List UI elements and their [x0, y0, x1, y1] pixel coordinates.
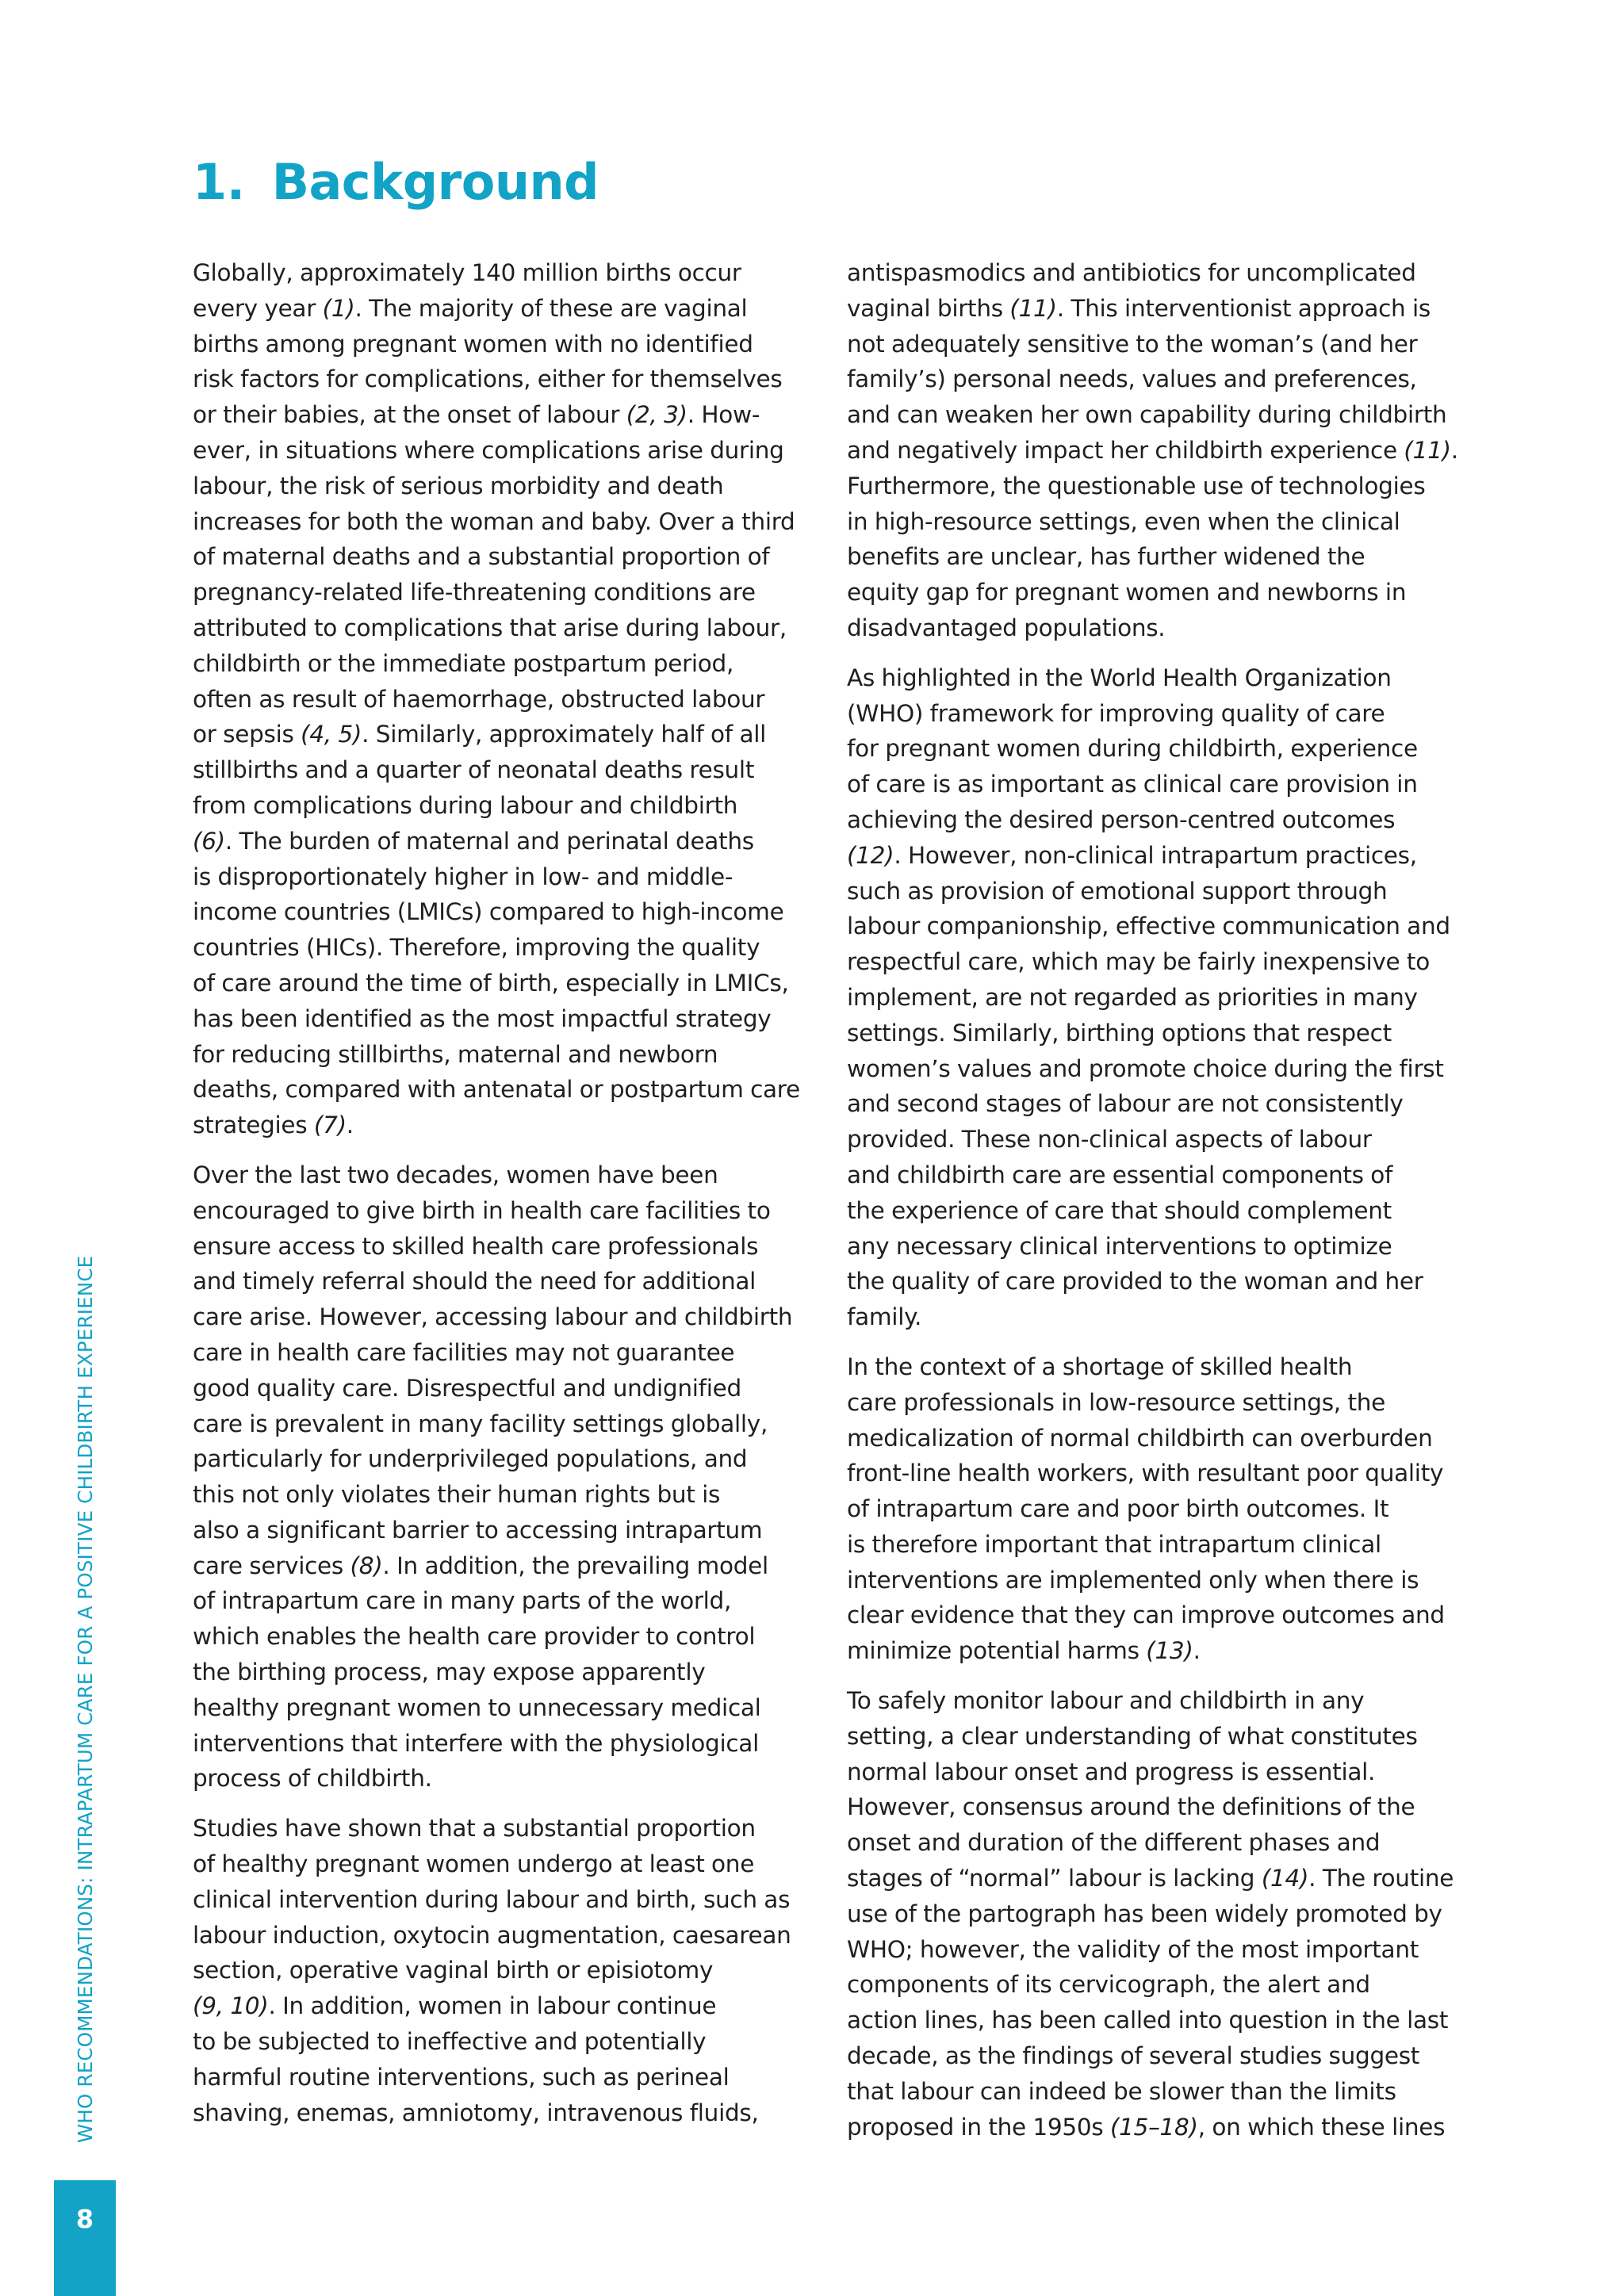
text-line: and negatively impact her childbirth experience (11).: [847, 436, 1458, 464]
text-line: decade, as the findings of several studies suggest: [847, 2042, 1420, 2070]
page-title: [193, 143, 599, 222]
text-line: minimize potential harms (13).: [847, 1637, 1201, 1665]
text-line: deaths, compared with antenatal or postpartum care: [193, 1076, 800, 1104]
text-line: of healthy pregnant women undergo at least one: [193, 1850, 755, 1878]
text-line: ensure access to skilled health care professionals: [193, 1232, 759, 1260]
text-line: attributed to complications that arise during labour,: [193, 614, 787, 641]
text-line: As highlighted in the World Health Organization: [847, 664, 1392, 691]
side-running-title: WHO RECOMMENDATIONS: INTRAPARTUM CARE FOR A POSITIVE CHILDBIRTH EXPERIENCE: [74, 1255, 97, 2143]
text-line: of care around the time of birth, especially in LMICs,: [193, 969, 789, 997]
text-line: this not only violates their human rights but is: [193, 1481, 721, 1509]
text-line: is disproportionately higher in low- and middle-: [193, 863, 733, 890]
body-paragraph: [193, 1811, 803, 2130]
text-line: the birthing process, may expose apparently: [193, 1659, 706, 1686]
text-line: for reducing stillbirths, maternal and newborn: [193, 1040, 718, 1068]
text-line: care arise. However, accessing labour and childbirth: [193, 1303, 793, 1331]
text-line: implement, are not regarded as priorities in many: [847, 983, 1418, 1011]
text-line: women’s values and promote choice during the first: [847, 1054, 1444, 1082]
text-line: care in health care facilities may not guarantee: [193, 1338, 735, 1366]
text-line: proposed in the 1950s (15–18), on which these lines: [847, 2113, 1446, 2141]
text-line: interventions that interfere with the physiological: [193, 1729, 759, 1757]
text-line: such as provision of emotional support through: [847, 877, 1388, 905]
text-line: good quality care. Disrespectful and undignified: [193, 1374, 741, 1402]
text-line: often as result of haemorrhage, obstructed labour: [193, 685, 765, 713]
text-line: shaving, enemas, amniotomy, intravenous fluids,: [193, 2099, 759, 2126]
text-line: healthy pregnant women to unnecessary medical: [193, 1693, 761, 1721]
text-line: or sepsis (4, 5). Similarly, approximately half of all: [193, 721, 767, 748]
page-number: 8: [75, 2204, 94, 2234]
text-line: benefits are unclear, has further widened the: [847, 543, 1365, 571]
text-line: from complications during labour and childbirth: [193, 791, 738, 819]
text-line: stillbirths and a quarter of neonatal deaths result: [193, 756, 755, 784]
text-line: also a significant barrier to accessing intrapartum: [193, 1516, 763, 1544]
text-line: WHO; however, the validity of the most important: [847, 1935, 1419, 1963]
text-line: family.: [847, 1303, 922, 1331]
text-line: is therefore important that intrapartum clinical: [847, 1530, 1381, 1558]
text-line: achieving the desired person-centred outcomes: [847, 806, 1396, 833]
body-paragraph: [847, 660, 1457, 1335]
text-line: and timely referral should the need for additional: [193, 1268, 756, 1295]
text-line: To safely monitor labour and childbirth in any: [847, 1687, 1365, 1715]
text-line: pregnancy-related life-threatening conditions are: [193, 579, 756, 607]
text-line: labour induction, oxytocin augmentation, caesarean: [193, 1921, 791, 1949]
text-line: countries (HICs). Therefore, improving the quality: [193, 934, 760, 962]
body-paragraph: [847, 1683, 1457, 2145]
text-line: front-line health workers, with resultant poor quality: [847, 1460, 1444, 1487]
text-line: of maternal deaths and a substantial proportion of: [193, 543, 770, 571]
text-line: However, consensus around the definitions of the: [847, 1793, 1415, 1821]
text-line: provided. These non-clinical aspects of labour: [847, 1126, 1372, 1154]
text-line: for pregnant women during childbirth, experience: [847, 735, 1418, 763]
text-line: care professionals in low-resource settings, the: [847, 1388, 1385, 1416]
text-line: medicalization of normal childbirth can overburden: [847, 1424, 1433, 1452]
text-line: not adequately sensitive to the woman’s (and her: [847, 330, 1418, 358]
text-line: process of childbirth.: [193, 1765, 432, 1793]
text-line: harmful routine interventions, such as perineal: [193, 2063, 730, 2091]
text-line: of intrapartum care in many parts of the world,: [193, 1587, 732, 1615]
text-line: (6). The burden of maternal and perinatal deaths: [193, 827, 754, 855]
text-line: encouraged to give birth in health care facilities to: [193, 1196, 771, 1224]
text-line: and childbirth care are essential components of: [847, 1161, 1393, 1188]
body-paragraph: [193, 1158, 803, 1797]
left-column: [193, 255, 803, 2145]
text-line: the experience of care that should complement: [847, 1196, 1392, 1224]
text-line: section, operative vaginal birth or episiotomy: [193, 1957, 714, 1984]
text-line: Studies have shown that a substantial proportion: [193, 1815, 756, 1843]
right-column: [847, 255, 1457, 2159]
text-line: labour companionship, effective communication and: [847, 913, 1450, 940]
page-number-box: [54, 2180, 116, 2296]
text-line: births among pregnant women with no identified: [193, 330, 753, 358]
text-line: particularly for underprivileged populations, and: [193, 1445, 748, 1473]
text-line: ever, in situations where complications arise during: [193, 436, 784, 464]
text-line: settings. Similarly, birthing options that respect: [847, 1019, 1392, 1047]
text-line: (WHO) framework for improving quality of care: [847, 699, 1385, 727]
text-line: income countries (LMICs) compared to high-income: [193, 898, 784, 926]
text-line: action lines, has been called into question in the last: [847, 2007, 1449, 2034]
text-line: clinical intervention during labour and birth, such as: [193, 1885, 791, 1913]
text-line: increases for both the woman and baby. Over a third: [193, 507, 795, 535]
body-paragraph: [193, 255, 803, 1143]
text-line: of care is as important as clinical care provision in: [847, 771, 1418, 798]
text-line: normal labour onset and progress is essential.: [847, 1758, 1376, 1785]
text-line: or their babies, at the onset of labour (2, 3). How-: [193, 401, 760, 429]
text-line: care is prevalent in many facility settings globally,: [193, 1410, 768, 1437]
text-line: that labour can indeed be slower than the limits: [847, 2077, 1396, 2105]
text-line: components of its cervicograph, the alert and: [847, 1971, 1370, 1999]
text-line: to be subjected to ineffective and potentially: [193, 2028, 707, 2056]
text-line: clear evidence that they can improve outcomes and: [847, 1601, 1445, 1629]
text-line: has been identified as the most impactful strategy: [193, 1004, 772, 1032]
text-line: equity gap for pregnant women and newborns in: [847, 579, 1407, 607]
text-line: vaginal births (11). This interventionist approach is: [847, 294, 1431, 322]
text-line: Furthermore, the questionable use of technologies: [847, 472, 1426, 499]
text-line: the quality of care provided to the woman and her: [847, 1268, 1423, 1295]
text-line: and second stages of labour are not consistently: [847, 1090, 1404, 1118]
text-line: any necessary clinical interventions to optimize: [847, 1232, 1392, 1260]
text-line: every year (1). The majority of these are vaginal: [193, 294, 748, 322]
text-line: (9, 10). In addition, women in labour continue: [193, 1992, 717, 2020]
text-line: setting, a clear understanding of what constitutes: [847, 1722, 1418, 1750]
section-number: 1.: [193, 153, 245, 211]
text-line: stages of “normal” labour is lacking (14). The routine: [847, 1865, 1454, 1892]
text-line: disadvantaged populations.: [847, 614, 1166, 641]
text-line: and can weaken her own capability during childbirth: [847, 401, 1447, 429]
text-line: of intrapartum care and poor birth outcomes. It: [847, 1495, 1389, 1523]
text-line: risk factors for complications, either for themselves: [193, 365, 783, 393]
text-line: family’s) personal needs, values and preferences,: [847, 365, 1417, 393]
section-title: Background: [271, 153, 599, 211]
text-line: strategies (7).: [193, 1112, 354, 1139]
text-line: which enables the health care provider to control: [193, 1623, 756, 1651]
body-paragraph: [847, 255, 1457, 646]
text-line: Globally, approximately 140 million births occur: [193, 259, 741, 286]
text-line: antispasmodics and antibiotics for uncomplicated: [847, 259, 1416, 286]
text-line: childbirth or the immediate postpartum period,: [193, 649, 734, 677]
text-line: use of the partograph has been widely promoted by: [847, 1900, 1442, 1927]
text-line: care services (8). In addition, the prevailing model: [193, 1552, 768, 1579]
text-line: (12). However, non-clinical intrapartum practices,: [847, 841, 1417, 869]
text-line: In the context of a shortage of skilled health: [847, 1353, 1353, 1380]
text-line: in high-resource settings, even when the clinical: [847, 507, 1400, 535]
body-paragraph: [847, 1349, 1457, 1669]
text-line: onset and duration of the different phases and: [847, 1829, 1381, 1857]
text-line: labour, the risk of serious morbidity and death: [193, 472, 724, 499]
text-line: respectful care, which may be fairly inexpensive to: [847, 948, 1430, 976]
text-line: interventions are implemented only when there is: [847, 1566, 1419, 1594]
text-line: Over the last two decades, women have been: [193, 1161, 718, 1188]
